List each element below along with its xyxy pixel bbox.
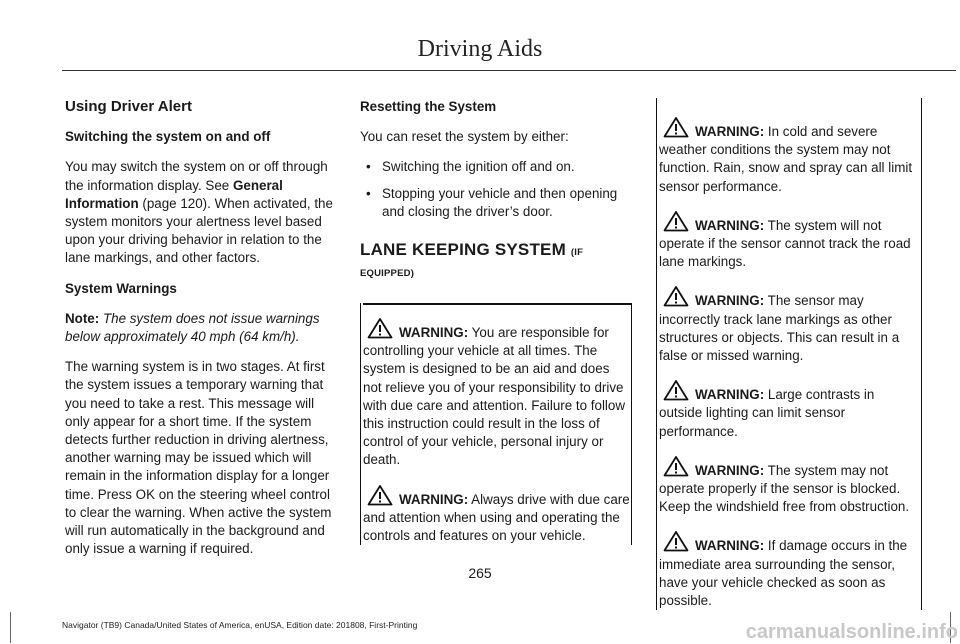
warning-label: WARNING:: [399, 324, 469, 340]
paragraph-warning-stages: The warning system is in two stages. At first the system issues a temporary warning that you need to take a rest. This message will only appear for a short time. If the system detects further reduction in driving alertness, another warning may be issued which will remain in the information display for a longer time. Press OK on the steering wheel control to clear the warning. When active the system will run automatically in the background and only issue a warning if required.: [65, 359, 332, 557]
note: [65, 310, 337, 346]
warning: [363, 317, 631, 470]
warning-triangle-icon: [367, 317, 393, 339]
paragraph-reset-intro: You can reset the system by either:: [360, 129, 569, 145]
warning-label: WARNING:: [695, 217, 765, 233]
warning: [363, 484, 631, 546]
column-3: [656, 98, 922, 624]
page-number: 265: [468, 565, 492, 581]
subheading-resetting: Resetting the System: [360, 99, 497, 114]
watermark: carmanualsonline.info: [745, 621, 958, 643]
warning-label: WARNING:: [399, 491, 469, 507]
note-label: Note:: [65, 310, 100, 326]
warning-text: The system will not operate if the sensor cannot track the road lane markings.: [659, 217, 911, 270]
warning: [659, 116, 921, 196]
section-title: [360, 241, 632, 283]
section-title-text: LANE KEEPING SYSTEM: [360, 240, 566, 260]
warning-triangle-icon: [663, 116, 689, 138]
column-2: [360, 98, 632, 559]
warning-text: Always drive with due care and attention when using and operating the controls and features on your vehicle.: [363, 491, 630, 543]
footer-edition-info: Navigator (TB9) Canada/United States of America, enUSA, Edition date: 201808, First-Printing: [62, 620, 418, 630]
warning: [659, 379, 921, 441]
subheading-system-warnings: System Warnings: [65, 280, 177, 296]
general-information-link[interactable]: General Information: [65, 177, 283, 211]
warning-triangle-icon: [663, 379, 689, 401]
warning-label: WARNING:: [695, 293, 765, 309]
warning-triangle-icon: [663, 530, 689, 552]
warning-label: WARNING:: [695, 538, 765, 554]
column-1: [65, 98, 337, 570]
note-text: The system does not issue warnings below approximately 40 mph (64 km/h).: [65, 310, 320, 345]
warning-box: [360, 303, 632, 545]
warning: [659, 210, 921, 272]
warning-text: The system may not operate properly if the sensor is blocked. Keep the windshield free from obstruction.: [659, 462, 910, 515]
warning-text: In cold and severe weather conditions the system may not function. Rain, snow and spray can all limit sensor performance.: [659, 124, 913, 194]
warning-triangle-icon: [663, 285, 689, 307]
warning-text: If damage occurs in the immediate area surrounding the sensor, have your vehicle checked as soon as possible.: [659, 538, 908, 609]
warning-triangle-icon: [663, 455, 689, 477]
list-item: • Stopping your vehicle and then opening and closing the driver’s door.: [360, 185, 632, 221]
warning: [659, 285, 921, 365]
warning: [659, 455, 921, 517]
warning-triangle-icon: [663, 210, 689, 232]
heading-using-driver-alert: Using Driver Alert: [65, 98, 192, 115]
paragraph-text: You may switch the system on or off through the information display. See: [65, 159, 328, 193]
reset-list: [360, 158, 632, 221]
warning-text: You are responsible for controlling your vehicle at all times. The system is designed to be an aid and does not relieve you of your responsibility to drive with due care and attention. Failure to follow this instruction could result in the loss of control of your vehicle, personal injury or death.: [363, 324, 626, 468]
warning-text: The sensor may incorrectly track lane markings as other structures or objects. This can result in a false or missed warning.: [659, 293, 900, 364]
warning-text: Large contrasts in outside lighting can limit sensor performance.: [659, 387, 875, 439]
paragraph-text: (page 120). When activated, the system monitors your alertness level based upon your driving behavior in relation to the lane markings, and other factors.: [65, 195, 333, 266]
warning-box: [656, 98, 922, 610]
paragraph-switching: [65, 158, 337, 267]
page-header-title: Driving Aids: [417, 36, 543, 62]
list-item: • Switching the ignition off and on.: [360, 158, 632, 176]
warning-label: WARNING:: [695, 124, 765, 139]
section-title-suffix: (IF EQUIPPED): [360, 247, 584, 280]
warning-triangle-icon: [367, 484, 393, 506]
crop-mark-left: [10, 612, 11, 643]
header-rule: [62, 70, 956, 71]
subheading-switching: Switching the system on and off: [65, 129, 271, 145]
warning-label: WARNING:: [695, 462, 765, 478]
warning-label: WARNING:: [695, 387, 765, 403]
